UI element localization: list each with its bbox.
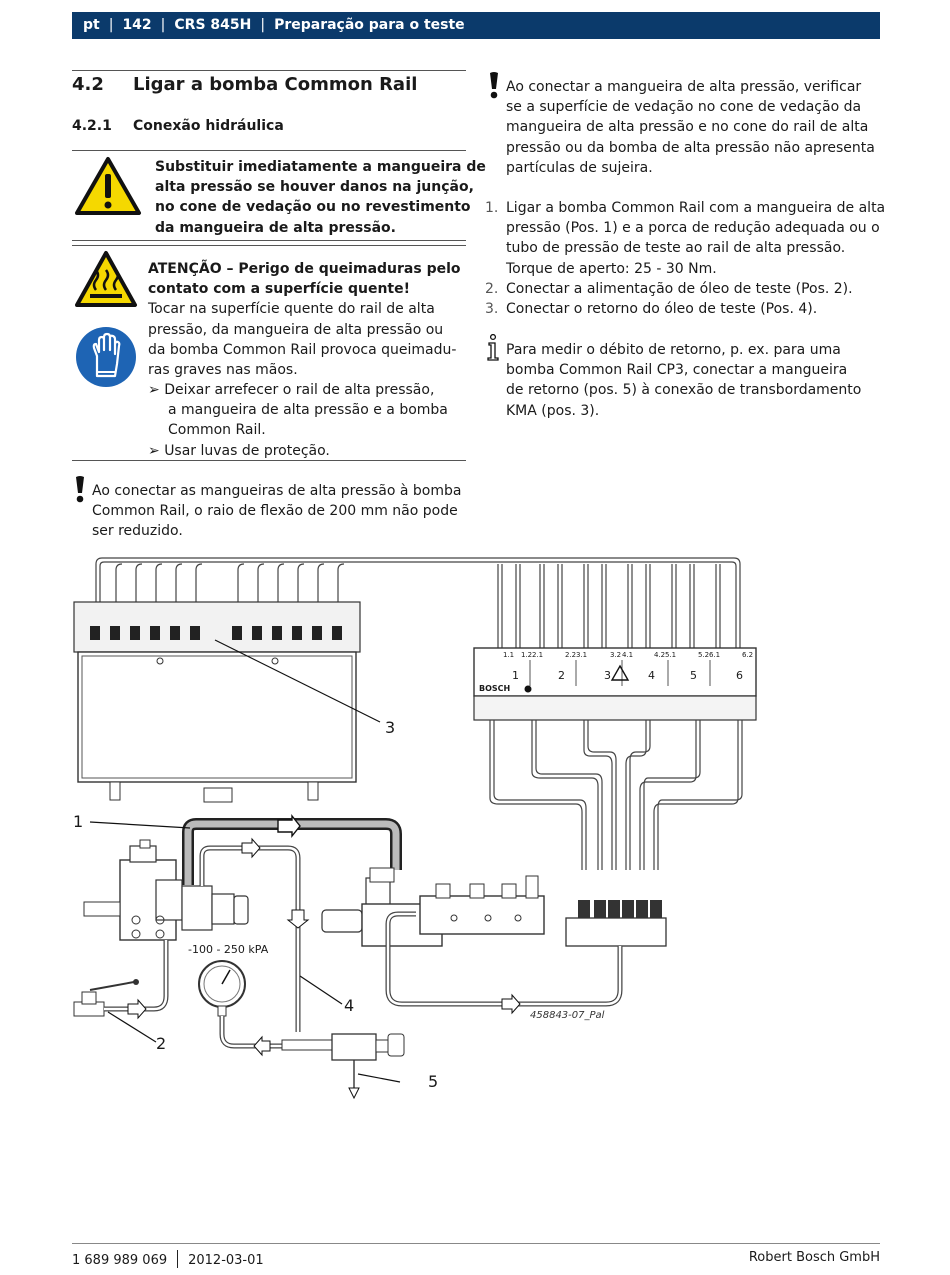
subsection-title: Conexão hidráulica: [133, 118, 284, 134]
port-label: 4.1: [622, 651, 634, 659]
port-label: 6.2: [742, 651, 754, 659]
header-page-number: 142: [122, 17, 152, 33]
divider: [72, 460, 466, 461]
footer-company: Robert Bosch GmbH: [748, 1250, 880, 1265]
port-label: 3.1: [576, 651, 588, 659]
port-label: 3.2: [610, 651, 622, 659]
divider: [72, 150, 466, 151]
port-label: 5.1: [665, 651, 677, 659]
section-number: 4.2: [72, 74, 104, 95]
exclamation-icon: [488, 71, 500, 99]
divider: [72, 245, 466, 246]
info-text: Para medir o débito de retorno, p. ex. para uma bomba Common Rail CP3, conectar a mangueira de retorno (pos. 5) à conexão de transbordamento KMA (pos. 3).: [506, 342, 862, 419]
step-1-text: Ligar a bomba Common Rail com a mangueira de alta pressão (Pos. 1) e a porca de redução adequada ou o tubo de pressão de teste ao rail de alta pressão. Torque de aperto: 25 - 30 Nm.: [506, 200, 886, 277]
callout-5: 5: [428, 1072, 439, 1091]
port-label: 5.2: [698, 651, 710, 659]
figure-reference: 458843-07_Pal: [530, 1010, 605, 1021]
callout-4: 4: [344, 996, 355, 1015]
channel-label: 2: [558, 669, 565, 682]
footer-divider: [72, 1243, 880, 1244]
info-icon: [485, 334, 501, 362]
hydraulic-connection-diagram: [70, 550, 770, 1110]
step-number: 3.: [485, 301, 499, 317]
caution-steps: ➢ Deixar arrefecer o rail de alta pressão, a mangueira de alta pressão e a bomba Common Rail. ➢ Usar luvas de proteção.: [148, 382, 448, 459]
channel-label: 5: [690, 669, 697, 682]
port-label: 2.1: [532, 651, 544, 659]
footer-left: [72, 1250, 264, 1268]
subsection-number: 4.2.1: [72, 118, 112, 134]
port-label: 1.1: [503, 651, 515, 659]
gauge-range-label: -100 - 250 kPA: [188, 943, 269, 956]
channel-label: 4: [648, 669, 655, 682]
channel-label: 3: [604, 669, 611, 682]
section-title: Ligar a bomba Common Rail: [133, 74, 418, 95]
header-model: CRS 845H: [174, 17, 252, 33]
caution-text: ATENÇÃO – Perigo de queimaduras pelo contato com a superfície quente! Tocar na superfície quente do rail de alta pressão, da mangueira de alta pressão ou da bomba Common Rail provoca queimadu- ras graves nas mãos.: [148, 261, 461, 379]
callout-2: 2: [156, 1034, 167, 1053]
note-sealing-surface: Ao conectar a mangueira de alta pressão, verificar se a superfície de vedação no cone de vedação da mangueira de alta pressão e no cone do rail de alta pressão ou da bomba de alta pressão não apresenta partículas de sujeira.: [506, 79, 875, 176]
header-lang: pt: [83, 17, 100, 33]
channel-label: 6: [736, 669, 743, 682]
port-label: 1.2: [521, 651, 533, 659]
callout-3: 3: [385, 718, 396, 737]
channel-label: 1: [512, 669, 519, 682]
step-number: 2.: [485, 281, 499, 297]
step-marker: ➢: [148, 442, 160, 459]
diagram-drawing: [70, 550, 770, 1110]
step-2-text: Conectar a alimentação de óleo de teste (Pos. 2).: [506, 281, 853, 297]
brand-label: BOSCH: [479, 684, 511, 693]
port-label: 6.1: [709, 651, 721, 659]
note-bend-radius: Ao conectar as mangueiras de alta pressão à bomba Common Rail, o raio de flexão de 200 mm não pode ser reduzido.: [92, 483, 462, 540]
doc-date: 2012-03-01: [188, 1253, 264, 1268]
port-label: 4.2: [654, 651, 666, 659]
gloves-icon: [75, 326, 137, 388]
step-number: 1.: [485, 200, 499, 216]
port-label: 2.2: [565, 651, 577, 659]
page-header: pt | 142 | CRS 845H | Preparação para o teste: [72, 12, 880, 39]
hot-surface-icon: [74, 250, 138, 308]
divider: [72, 240, 466, 241]
warning-triangle-icon: [74, 156, 142, 216]
doc-number: 1 689 989 069: [72, 1253, 168, 1268]
exclamation-icon: [74, 475, 86, 503]
callout-1: 1: [73, 812, 84, 831]
divider: [72, 70, 466, 71]
header-section: Preparação para o teste: [274, 17, 465, 33]
warning-text: Substituir imediatamente a mangueira de alta pressão se houver danos na junção, no cone de vedação ou no revestimento da mangueira de alta pressão.: [155, 159, 486, 236]
step-marker: ➢: [148, 382, 160, 398]
step-3-text: Conectar o retorno do óleo de teste (Pos. 4).: [506, 301, 818, 317]
